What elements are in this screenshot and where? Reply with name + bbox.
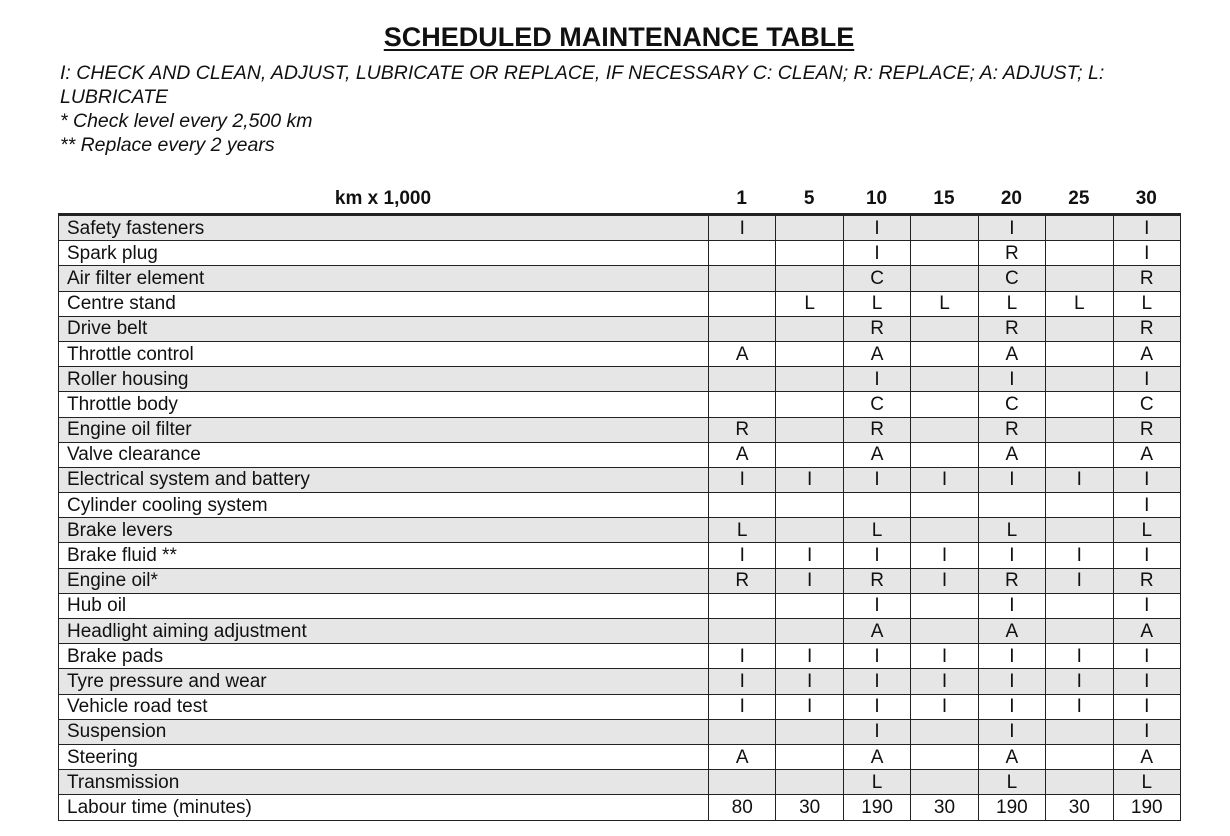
table-cell: L [1113, 291, 1180, 316]
table-row [59, 568, 1181, 593]
table-cell [911, 770, 978, 795]
row-label: Brake fluid ** [59, 543, 709, 568]
table-cell: A [843, 744, 910, 769]
table-cell: I [776, 568, 843, 593]
legend-notes [60, 61, 1170, 157]
table-cell [1046, 770, 1113, 795]
table-cell [911, 392, 978, 417]
table-row [59, 392, 1181, 417]
table-cell [843, 493, 910, 518]
table-cell: I [709, 543, 776, 568]
km-label: km x 1,000 [334, 188, 432, 209]
table-row [59, 467, 1181, 492]
table-cell [1046, 417, 1113, 442]
row-label: Brake levers [59, 518, 709, 543]
table-cell: 190 [1113, 795, 1180, 820]
table-cell: L [709, 518, 776, 543]
table-cell [1046, 744, 1113, 769]
table-row [59, 770, 1181, 795]
table-cell: L [843, 291, 910, 316]
table-cell: I [843, 719, 910, 744]
table-cell: A [1113, 619, 1180, 644]
row-label: Drive belt [59, 316, 709, 341]
table-cell [776, 341, 843, 366]
table-cell: A [978, 619, 1045, 644]
table-cell [709, 493, 776, 518]
table-cell: A [1113, 744, 1180, 769]
table-cell [776, 316, 843, 341]
table-cell: 190 [978, 795, 1045, 820]
table-cell: A [709, 341, 776, 366]
table-cell [776, 719, 843, 744]
table-cell [776, 241, 843, 266]
table-cell: R [1113, 568, 1180, 593]
table-cell: L [978, 770, 1045, 795]
table-cell [1046, 493, 1113, 518]
table-cell: I [776, 543, 843, 568]
table-cell: R [978, 316, 1045, 341]
table-cell [1046, 518, 1113, 543]
table-header [58, 188, 1180, 212]
table-cell: I [978, 593, 1045, 618]
table-cell: 30 [1046, 795, 1113, 820]
table-cell [978, 493, 1045, 518]
table-cell: A [709, 442, 776, 467]
table-row [59, 291, 1181, 316]
table-cell: I [978, 719, 1045, 744]
table-cell: A [843, 442, 910, 467]
table-cell: I [911, 467, 978, 492]
table-row [59, 644, 1181, 669]
table-cell: I [709, 694, 776, 719]
table-cell: I [843, 215, 910, 241]
row-label: Throttle control [59, 341, 709, 366]
row-label: Throttle body [59, 392, 709, 417]
table-cell: L [776, 291, 843, 316]
table-cell: C [978, 266, 1045, 291]
table-body [59, 215, 1181, 821]
table-cell: R [978, 241, 1045, 266]
column-header: 10 [865, 188, 888, 209]
table-cell: 190 [843, 795, 910, 820]
note-check-level: * Check level every 2,500 km [60, 110, 313, 132]
column-header: 15 [933, 188, 955, 209]
table-cell [776, 744, 843, 769]
table-row [59, 241, 1181, 266]
table-cell: I [709, 669, 776, 694]
table-cell: A [843, 341, 910, 366]
table-cell: I [709, 215, 776, 241]
table-cell: A [1113, 341, 1180, 366]
table-cell [709, 241, 776, 266]
table-cell: L [1046, 291, 1113, 316]
table-cell [709, 719, 776, 744]
table-cell [709, 619, 776, 644]
table-cell: I [978, 467, 1045, 492]
column-header: 25 [1068, 188, 1090, 209]
row-label: Safety fasteners [59, 215, 709, 241]
table-row [59, 518, 1181, 543]
row-label: Engine oil filter [59, 417, 709, 442]
table-cell [709, 266, 776, 291]
table-cell [1046, 215, 1113, 241]
table-cell: L [843, 770, 910, 795]
table-cell: I [978, 215, 1045, 241]
table-cell: R [1113, 417, 1180, 442]
table-cell: I [911, 644, 978, 669]
table-cell [911, 266, 978, 291]
table-cell [776, 367, 843, 392]
table-cell: I [843, 367, 910, 392]
table-cell [1046, 266, 1113, 291]
table-cell [709, 392, 776, 417]
table-cell: R [1113, 266, 1180, 291]
table-row [59, 215, 1181, 241]
table-cell: 80 [709, 795, 776, 820]
table-row [59, 493, 1181, 518]
table-cell [911, 341, 978, 366]
table-cell [1046, 392, 1113, 417]
table-cell: I [776, 644, 843, 669]
table-cell [1046, 316, 1113, 341]
maintenance-table [58, 213, 1181, 821]
table-cell: L [978, 291, 1045, 316]
table-cell: R [1113, 316, 1180, 341]
table-cell: R [843, 417, 910, 442]
table-cell: I [1046, 467, 1113, 492]
table-row [59, 341, 1181, 366]
row-label: Transmission [59, 770, 709, 795]
table-row [59, 417, 1181, 442]
table-cell: I [843, 593, 910, 618]
table-cell [911, 518, 978, 543]
table-cell: I [843, 467, 910, 492]
table-cell [776, 593, 843, 618]
table-cell: 30 [911, 795, 978, 820]
row-label: Air filter element [59, 266, 709, 291]
table-cell [776, 518, 843, 543]
table-cell: I [1113, 694, 1180, 719]
table-row [59, 442, 1181, 467]
table-cell [1046, 442, 1113, 467]
row-label: Vehicle road test [59, 694, 709, 719]
table-cell [776, 493, 843, 518]
table-cell: I [1113, 719, 1180, 744]
table-cell [709, 593, 776, 618]
table-cell: I [776, 694, 843, 719]
table-cell: I [843, 241, 910, 266]
table-cell: 30 [776, 795, 843, 820]
row-label: Tyre pressure and wear [59, 669, 709, 694]
row-label: Brake pads [59, 644, 709, 669]
row-label: Centre stand [59, 291, 709, 316]
table-cell: R [978, 568, 1045, 593]
table-cell: I [776, 669, 843, 694]
table-cell [911, 744, 978, 769]
table-cell [776, 266, 843, 291]
table-cell: L [978, 518, 1045, 543]
table-cell: I [843, 543, 910, 568]
table-cell: I [1113, 593, 1180, 618]
table-cell: I [1113, 215, 1180, 241]
table-cell [911, 493, 978, 518]
table-cell: L [1113, 518, 1180, 543]
table-cell [709, 770, 776, 795]
table-row [59, 795, 1181, 820]
table-cell: A [978, 341, 1045, 366]
table-cell: I [709, 467, 776, 492]
table-cell: A [978, 744, 1045, 769]
row-label: Spark plug [59, 241, 709, 266]
table-cell [709, 291, 776, 316]
table-cell: I [1113, 669, 1180, 694]
table-row [59, 367, 1181, 392]
table-cell: I [978, 644, 1045, 669]
row-label: Suspension [59, 719, 709, 744]
table-cell: I [1113, 543, 1180, 568]
table-cell: I [843, 694, 910, 719]
table-cell: R [709, 568, 776, 593]
table-cell [911, 316, 978, 341]
table-cell: C [1113, 392, 1180, 417]
column-header: 1 [736, 188, 747, 209]
table-cell [1046, 367, 1113, 392]
row-label: Hub oil [59, 593, 709, 618]
table-cell [709, 316, 776, 341]
table-cell: L [911, 291, 978, 316]
table-row [59, 543, 1181, 568]
table-cell [709, 367, 776, 392]
table-cell: I [1113, 644, 1180, 669]
row-label: Electrical system and battery [59, 467, 709, 492]
row-label: Roller housing [59, 367, 709, 392]
table-row [59, 316, 1181, 341]
table-cell [911, 442, 978, 467]
table-row [59, 619, 1181, 644]
title-text: SCHEDULED MAINTENANCE TABLE [383, 22, 855, 52]
table-cell: I [1113, 493, 1180, 518]
table-cell [1046, 341, 1113, 366]
column-header: 30 [1135, 188, 1157, 209]
table-cell: I [978, 669, 1045, 694]
table-row [59, 593, 1181, 618]
table-cell: I [843, 669, 910, 694]
table-cell: I [1113, 241, 1180, 266]
table-cell [776, 770, 843, 795]
table-cell: C [843, 266, 910, 291]
table-cell: I [978, 694, 1045, 719]
note-replace: ** Replace every 2 years [60, 134, 275, 156]
table-cell: I [1046, 669, 1113, 694]
table-cell: L [1113, 770, 1180, 795]
table-cell: I [709, 644, 776, 669]
page-title [0, 22, 1230, 53]
table-cell [1046, 619, 1113, 644]
table-cell: R [978, 417, 1045, 442]
table-cell: L [843, 518, 910, 543]
table-cell: A [978, 442, 1045, 467]
table-cell: I [776, 467, 843, 492]
table-cell: I [911, 568, 978, 593]
table-cell [1046, 241, 1113, 266]
table-cell [911, 593, 978, 618]
table-cell: I [1113, 367, 1180, 392]
table-cell: C [978, 392, 1045, 417]
table-cell [1046, 593, 1113, 618]
column-header: 20 [1000, 188, 1022, 209]
table-row [59, 669, 1181, 694]
row-label: Labour time (minutes) [59, 795, 709, 820]
table-cell [776, 619, 843, 644]
legend-line: I: CHECK AND CLEAN, ADJUST, LUBRICATE OR REPLACE, IF NECESSARY C: CLEAN; R: REPLACE; A: ADJUST; L: LUBRICATE [60, 62, 1105, 108]
row-label: Valve clearance [59, 442, 709, 467]
table-row [59, 694, 1181, 719]
table-row [59, 719, 1181, 744]
row-label: Engine oil* [59, 568, 709, 593]
table-cell: R [843, 568, 910, 593]
table-cell: I [911, 543, 978, 568]
table-cell: R [843, 316, 910, 341]
table-cell: I [1046, 543, 1113, 568]
table-cell: I [1046, 644, 1113, 669]
table-cell: C [843, 392, 910, 417]
table-cell [911, 619, 978, 644]
table-cell: I [1046, 694, 1113, 719]
table-cell: I [911, 669, 978, 694]
table-cell [776, 392, 843, 417]
table-cell: A [709, 744, 776, 769]
row-label: Headlight aiming adjustment [59, 619, 709, 644]
table-cell: I [1113, 467, 1180, 492]
table-row [59, 744, 1181, 769]
table-cell: I [978, 543, 1045, 568]
table-cell: R [709, 417, 776, 442]
row-label: Cylinder cooling system [59, 493, 709, 518]
table-cell: I [1046, 568, 1113, 593]
table-cell [911, 417, 978, 442]
table-cell [776, 417, 843, 442]
table-cell [911, 367, 978, 392]
table-cell: A [843, 619, 910, 644]
table-cell [776, 215, 843, 241]
table-cell [911, 241, 978, 266]
table-cell: I [911, 694, 978, 719]
table-cell [911, 215, 978, 241]
table-cell [911, 719, 978, 744]
table-row [59, 266, 1181, 291]
table-cell: A [1113, 442, 1180, 467]
table-cell: I [978, 367, 1045, 392]
table-cell [1046, 719, 1113, 744]
column-header: 5 [803, 188, 815, 209]
table-cell [776, 442, 843, 467]
row-label: Steering [59, 744, 709, 769]
table-cell: I [843, 644, 910, 669]
